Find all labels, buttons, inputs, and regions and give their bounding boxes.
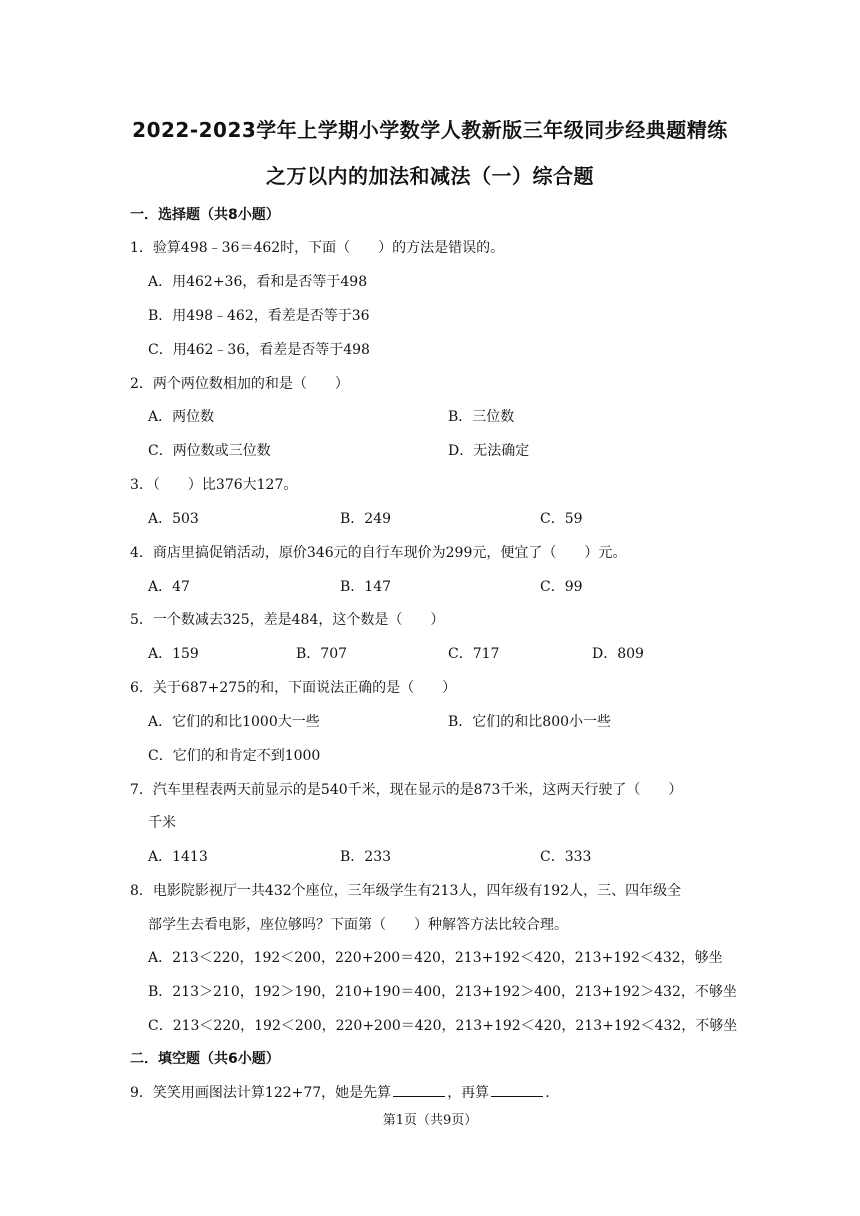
page-footer: 第1页（共9页） bbox=[382, 1113, 478, 1128]
question-7-option-c: C．333 bbox=[540, 849, 592, 865]
question-8-stem-line-1: 8．电影院影视厅一共432个座位，三年级学生有213人，四年级有192人，三、四年级全 bbox=[130, 883, 682, 899]
question-8-option-c: C．213＜220，192＜200，220+200＝420，213+192＜420，213+192＜432，不够坐 bbox=[148, 1018, 738, 1034]
question-3-option-b: B．249 bbox=[340, 511, 392, 527]
question-1-option-c: C．用462﹣36，看差是否等于498 bbox=[148, 342, 370, 358]
question-1-option-b: B．用498﹣462，看差是否等于36 bbox=[148, 308, 370, 324]
question-6-option-a: A．它们的和比1000大一些 bbox=[148, 714, 320, 730]
question-3-option-c: C．59 bbox=[540, 511, 583, 527]
question-4-option-c: C．99 bbox=[540, 579, 583, 595]
question-2-option-a: A．两位数 bbox=[148, 409, 215, 425]
question-5-option-c: C．717 bbox=[448, 646, 500, 662]
question-6-option-b: B．它们的和比800小一些 bbox=[448, 714, 612, 730]
section-fill-heading: 二．填空题（共6小题） bbox=[130, 1051, 280, 1067]
question-2-stem: 2．两个两位数相加的和是（ ） bbox=[130, 376, 349, 392]
question-8-option-b: B．213＞210，192＞190，210+190＝400，213+192＞400，213+192＞432，不够坐 bbox=[148, 984, 737, 1000]
question-4-option-a: A．47 bbox=[148, 579, 190, 595]
question-2-option-d: D．无法确定 bbox=[448, 443, 530, 459]
question-5-option-b: B．707 bbox=[296, 646, 348, 662]
question-3-stem: 3．（ ）比376大127。 bbox=[130, 477, 298, 493]
question-4-stem: 4．商店里搞促销活动，原价346元的自行车现价为299元，便宜了（ ）元。 bbox=[130, 545, 627, 561]
question-9-text-2: ，再算 bbox=[447, 1085, 490, 1101]
question-2-option-c: C．两位数或三位数 bbox=[148, 443, 271, 459]
title-line-2: 之万以内的加法和减法（一）综合题 bbox=[266, 164, 594, 188]
question-7-option-b: B．233 bbox=[340, 849, 392, 865]
question-7-option-a: A．1413 bbox=[148, 849, 208, 865]
question-5-option-a: A．159 bbox=[148, 646, 199, 662]
section-choice-heading: 一．选择题（共8小题） bbox=[130, 207, 280, 223]
question-9-blank-1 bbox=[393, 1084, 445, 1097]
question-4-option-b: B．147 bbox=[340, 579, 392, 595]
question-7-stem-line-2: 千米 bbox=[148, 815, 176, 831]
question-8-option-a: A．213＜220，192＜200，220+200＝420，213+192＜420，213+192＜432，够坐 bbox=[148, 950, 723, 966]
title-line-1: 2022-2023学年上学期小学数学人教新版三年级同步经典题精练 bbox=[132, 118, 728, 142]
question-1-stem: 1．验算498﹣36＝462时，下面（ ）的方法是错误的。 bbox=[130, 240, 505, 256]
question-8-stem-line-2: 部学生去看电影，座位够吗？下面第（ ）种解答方法比较合理。 bbox=[148, 917, 568, 933]
question-6-stem: 6．关于687+275的和，下面说法正确的是（ ） bbox=[130, 680, 457, 696]
question-9-text-1: 9．笑笑用画图法计算122+77，她是先算 bbox=[130, 1085, 392, 1101]
question-7-stem-line-1: 7．汽车里程表两天前显示的是540千米，现在显示的是873千米，这两天行驶了（ ） bbox=[130, 782, 683, 798]
question-1-option-a: A．用462+36，看和是否等于498 bbox=[148, 274, 368, 290]
question-9 bbox=[130, 1082, 550, 1102]
question-5-stem: 5．一个数减去325，差是484，这个数是（ ） bbox=[130, 612, 445, 628]
question-3-option-a: A．503 bbox=[148, 511, 199, 527]
question-9-text-3: . bbox=[545, 1085, 550, 1101]
question-6-option-c: C．它们的和肯定不到1000 bbox=[148, 748, 321, 764]
question-2-option-b: B．三位数 bbox=[448, 409, 515, 425]
question-9-blank-2 bbox=[491, 1084, 543, 1097]
question-5-option-d: D．809 bbox=[592, 646, 644, 662]
